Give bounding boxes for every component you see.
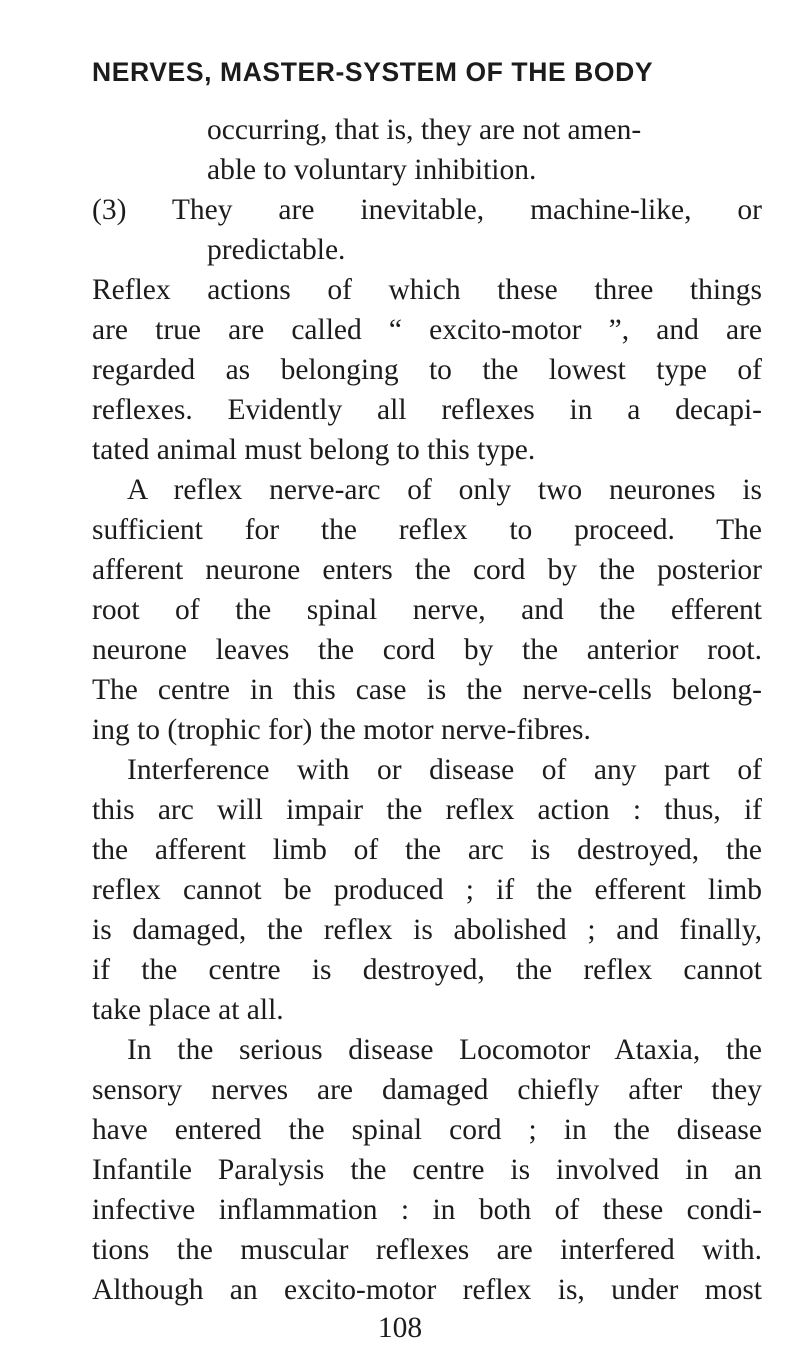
text-line: if the centre is destroyed, the reflex cannot: [92, 954, 762, 986]
text-line: (3) They are inevitable, machine-like, or: [92, 194, 762, 226]
text-line: regarded as belonging to the lowest type of: [92, 354, 762, 386]
text-line: Interference with or disease of any part of: [127, 754, 762, 786]
running-head: NERVES, MASTER-SYSTEM OF THE BODY: [92, 57, 654, 87]
text-line: A reflex nerve-arc of only two neurones is: [127, 474, 762, 506]
text-line: The centre in this case is the nerve-cells belong-: [92, 674, 762, 706]
text-line: afferent neurone enters the cord by the posterior: [92, 554, 762, 586]
text-line: root of the spinal nerve, and the efferent: [92, 594, 762, 626]
text-line: sensory nerves are damaged chiefly after they: [92, 1074, 762, 1106]
text-line: reflex cannot be produced ; if the efferent limb: [92, 874, 762, 906]
text-line: neurone leaves the cord by the anterior root.: [92, 634, 762, 666]
text-line: Although an excito-motor reflex is, under most: [92, 1274, 762, 1306]
text-line: predictable.: [207, 234, 346, 266]
page-number: 108: [377, 1312, 423, 1344]
text-line: have entered the spinal cord ; in the disease: [92, 1114, 762, 1146]
text-line: tated animal must belong to this type.: [92, 434, 536, 466]
text-line: is damaged, the reflex is abolished ; and finally,: [92, 914, 762, 946]
text-line: reflexes. Evidently all reflexes in a decapi-: [92, 394, 762, 426]
text-line: are true are called “ excito-motor ”, and are: [92, 314, 762, 346]
text-line: infective inflammation : in both of these condi-: [92, 1194, 762, 1226]
text-line: In the serious disease Locomotor Ataxia, the: [127, 1034, 762, 1066]
text-line: the afferent limb of the arc is destroyed, the: [92, 834, 762, 866]
text-line: sufficient for the reflex to proceed. The: [92, 514, 762, 546]
text-line: tions the muscular reflexes are interfered with.: [92, 1234, 762, 1266]
text-line: able to voluntary inhibition.: [207, 154, 537, 186]
text-line: this arc will impair the reflex action : thus, if: [92, 794, 762, 826]
text-line: take place at all.: [92, 994, 284, 1026]
text-line: ing to (trophic for) the motor nerve-fibres.: [92, 714, 591, 746]
text-line: occurring, that is, they are not amen-: [207, 114, 642, 146]
text-line: Infantile Paralysis the centre is involved in an: [92, 1154, 762, 1186]
text-line: Reflex actions of which these three things: [92, 274, 762, 306]
